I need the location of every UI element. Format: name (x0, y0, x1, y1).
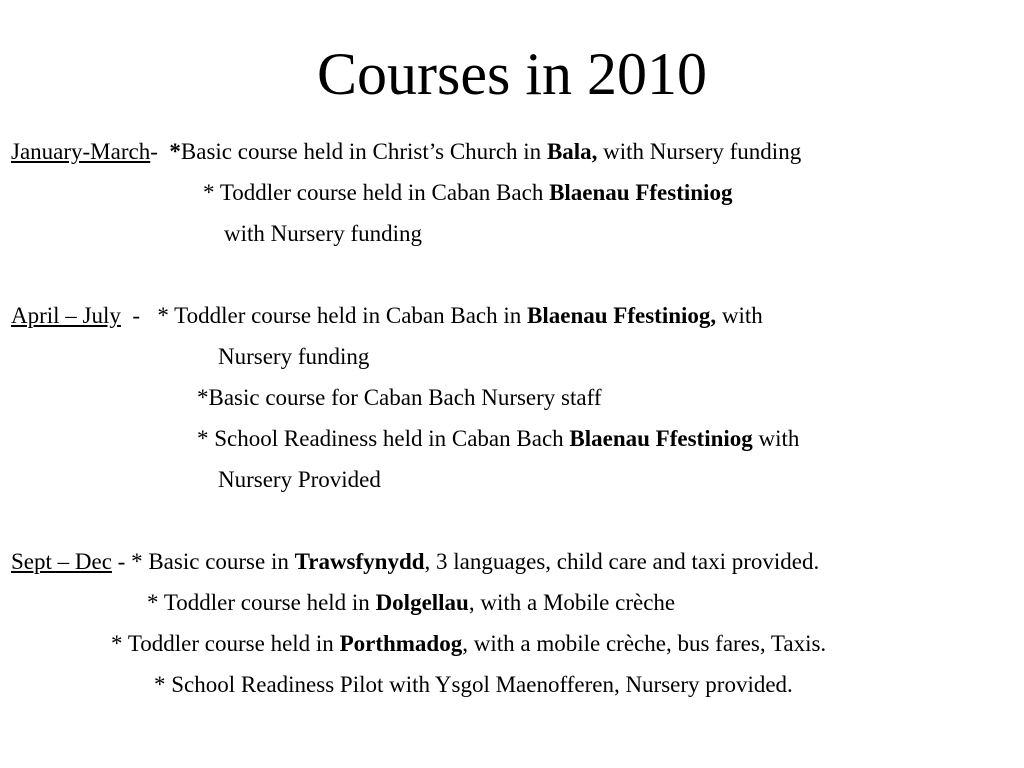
separator: - (120, 303, 158, 328)
line-text: * Toddler course held in (111, 631, 340, 656)
line-text: Nursery funding (218, 344, 370, 369)
place-name: Porthmadog (339, 631, 463, 656)
bullet-star: * (169, 139, 181, 164)
place-name: Dolgellau (375, 590, 469, 615)
section-line (218, 465, 381, 495)
line-text: * Toddler course held in (147, 590, 376, 615)
section-line (224, 219, 422, 249)
section-line (203, 178, 732, 208)
line-text: * Toddler course held in Caban Bach in (157, 303, 528, 328)
place-name: Bala, (546, 139, 598, 164)
period-label: Sept – Dec (11, 549, 112, 574)
period-label: April – July (11, 303, 121, 328)
section-line (197, 383, 602, 413)
separator: - (111, 549, 132, 574)
line-text: , with a Mobile crèche (468, 590, 676, 615)
section-line (197, 424, 799, 454)
line-text: * Basic course in (131, 549, 295, 574)
section-line (154, 670, 793, 700)
section-line (147, 588, 675, 618)
place-name: Blaenau Ffestiniog (549, 180, 733, 205)
line-text: , with a mobile crèche, bus fares, Taxis. (462, 631, 827, 656)
line-text: with (716, 303, 763, 328)
line-text: * School Readiness Pilot with Ysgol Maenofferen, Nursery provided. (154, 672, 793, 697)
period-label: January-March (11, 139, 151, 164)
line-text: Nursery Provided (218, 467, 381, 492)
line-text: with (752, 426, 800, 451)
line-text: *Basic course for Caban Bach Nursery staff (197, 385, 602, 410)
line-text: with Nursery funding (224, 221, 423, 246)
section-line (111, 629, 826, 659)
line-text: with Nursery funding (597, 139, 802, 164)
place-name: Trawsfynydd (294, 549, 425, 574)
place-name: Blaenau Ffestiniog (569, 426, 753, 451)
separator: - (150, 139, 170, 164)
section-line (11, 137, 801, 167)
line-text: , 3 languages, child care and taxi provided. (424, 549, 820, 574)
line-text: Basic course held in Christ’s Church in (180, 139, 547, 164)
line-text: * Toddler course held in Caban Bach (203, 180, 550, 205)
line-text: * School Readiness held in Caban Bach (197, 426, 570, 451)
section-line (218, 342, 369, 372)
section-line (11, 547, 819, 577)
slide-title: Courses in 2010 (317, 41, 707, 107)
place-name: Blaenau Ffestiniog, (527, 303, 717, 328)
section-line (11, 301, 763, 331)
